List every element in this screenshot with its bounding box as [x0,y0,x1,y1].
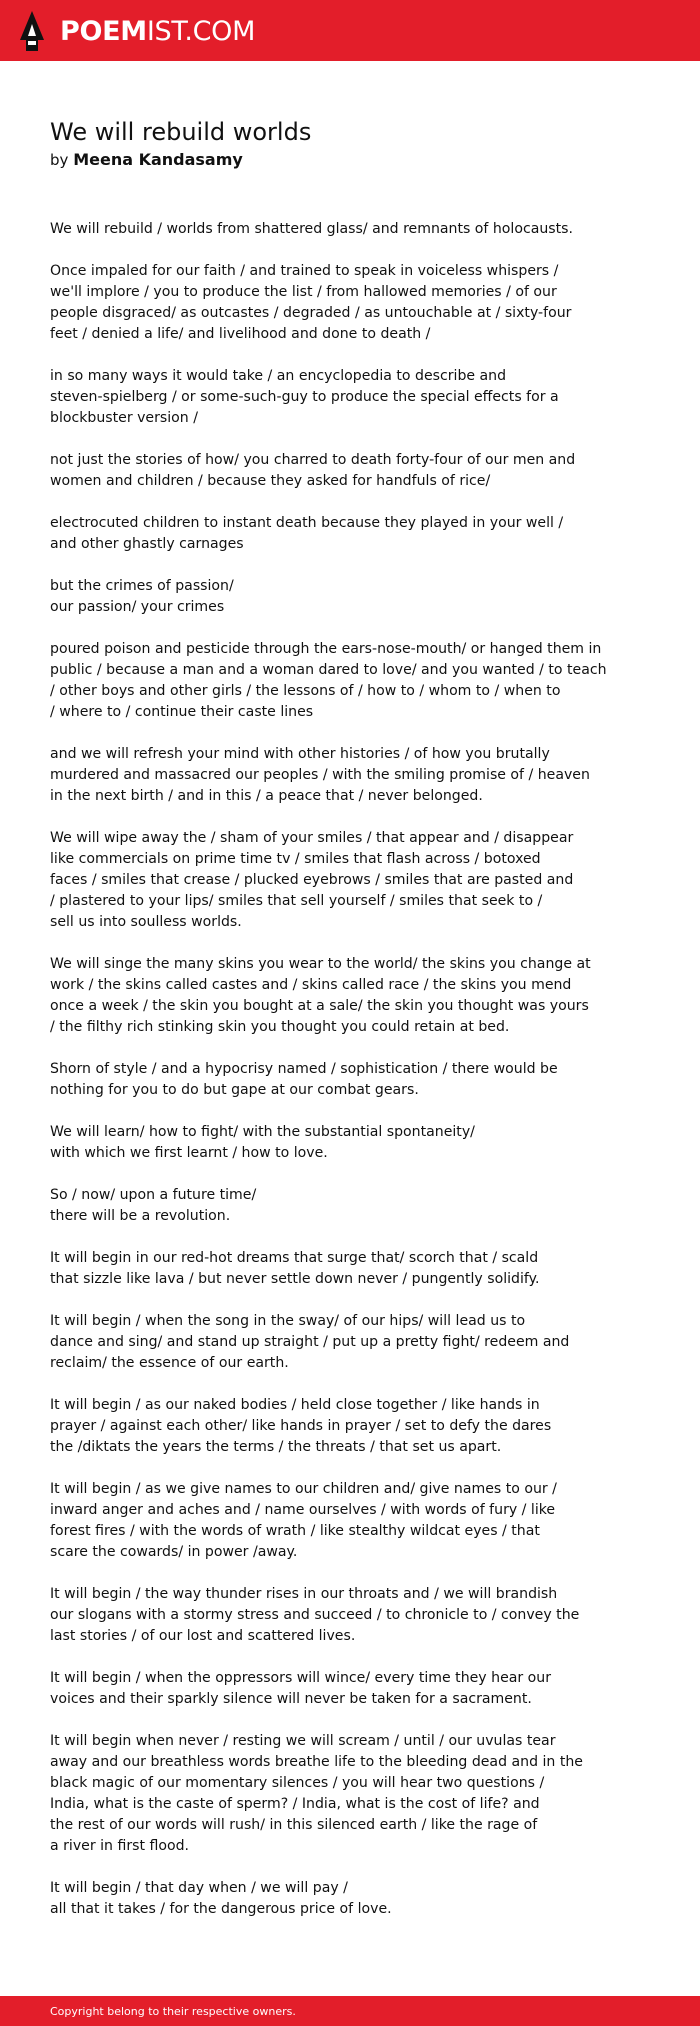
poem-line: So / now/ upon a future time/ [50,1187,257,1203]
logo-light-text: IST.COM [146,15,256,47]
poem-line: dance and sing/ and stand up straight / put up a pretty fight/ redeem and [50,1334,570,1350]
stanza [50,1479,655,1563]
by-label: by [50,151,69,169]
poem-line: / the filthy rich stinking skin you thought you could retain at bed. [50,1019,510,1035]
poem-line: faces / smiles that crease / plucked eyebrows / smiles that are pasted and [50,872,574,888]
stanza [50,1248,655,1290]
poem-line: public / because a man and a woman dared to love/ and you wanted / to teach [50,662,607,678]
poem-line: nothing for you to do but gape at our combat gears. [50,1082,419,1098]
poem-line: We will wipe away the / sham of your smiles / that appear and / disappear [50,830,574,846]
poem-line: and we will refresh your mind with other histories / of how you brutally [50,746,550,762]
stanza [50,219,655,240]
poem-line: once a week / the skin you bought at a sale/ the skin you thought was yours [50,998,589,1014]
poem-line: in the next birth / and in this / a peace that / never belonged. [50,788,483,804]
stanza [50,744,655,807]
poem-line: scare the cowards/ in power /away. [50,1544,298,1560]
stanza [50,1395,655,1458]
copyright-text: Copyright belong to their respective owners. [50,2005,296,2018]
poem-line: India, what is the caste of sperm? / India, what is the cost of life? and [50,1796,540,1812]
poem-line: electrocuted children to instant death because they played in your well / [50,515,564,531]
poem-line: all that it takes / for the dangerous price of love. [50,1901,392,1917]
poem-line: It will begin / when the song in the sway/ of our hips/ will lead us to [50,1313,526,1329]
stanza [50,1185,655,1227]
poem-line: we'll implore / you to produce the list / from hallowed memories / of our [50,284,557,300]
pen-nib-icon [19,10,45,52]
poem-line: but the crimes of passion/ [50,578,234,594]
stanza [50,1878,655,1920]
poem-title: We will rebuild worlds [50,118,312,146]
poem-line: the /diktats the years the terms / the threats / that set us apart. [50,1439,502,1455]
poem-line: It will begin / as we give names to our children and/ give names to our / [50,1481,557,1497]
poem-line: work / the skins called castes and / skins called race / the skins you mend [50,977,572,993]
poem-heading [50,116,650,171]
poem-line: sell us into soulless worlds. [50,914,242,930]
poem-line: It will begin / that day when / we will pay / [50,1880,348,1896]
stanza [50,639,655,723]
poem-line: It will begin when never / resting we will scream / until / our uvulas tear [50,1733,556,1749]
poem-line: It will begin / when the oppressors will wince/ every time they hear our [50,1670,551,1686]
poem-body [50,219,655,1941]
poem-line: / other boys and other girls / the lessons of / how to / whom to / when to [50,683,561,699]
poem-line: It will begin in our red-hot dreams that surge that/ scorch that / scald [50,1250,539,1266]
poem-line: that sizzle like lava / but never settle down never / pungently solidify. [50,1271,540,1287]
stanza [50,1731,655,1857]
poem-line: blockbuster version / [50,410,198,426]
author-name[interactable]: Meena Kandasamy [73,150,243,169]
poem-line: black magic of our momentary silences / you will hear two questions / [50,1775,545,1791]
poem-line: We will singe the many skins you wear to the world/ the skins you change at [50,956,591,972]
stanza [50,261,655,345]
poem-line: a river in first flood. [50,1838,190,1854]
stanza [50,513,655,555]
poem-line: forest fires / with the words of wrath / like stealthy wildcat eyes / that [50,1523,540,1539]
logo-bold-text: POEM [60,15,147,47]
site-logo[interactable] [19,10,255,52]
stanza [50,450,655,492]
poem-line: our passion/ your crimes [50,599,225,615]
stanza [50,828,655,933]
poem-line: the rest of our words will rush/ in this silenced earth / like the rage of [50,1817,538,1833]
stanza [50,1059,655,1101]
poem-line: Once impaled for our faith / and trained to speak in voiceless whispers / [50,263,559,279]
poem-line: like commercials on prime time tv / smiles that flash across / botoxed [50,851,541,867]
poem-line: It will begin / as our naked bodies / held close together / like hands in [50,1397,540,1413]
poem-line: voices and their sparkly silence will never be taken for a sacrament. [50,1691,532,1707]
poem-line: not just the stories of how/ you charred to death forty-four of our men and [50,452,576,468]
byline [50,149,650,171]
poem-line: there will be a revolution. [50,1208,231,1224]
poem-line: away and our breathless words breathe life to the bleeding dead and in the [50,1754,583,1770]
stanza [50,1584,655,1647]
stanza [50,1122,655,1164]
poem-line: / where to / continue their caste lines [50,704,314,720]
poem-line: steven-spielberg / or some-such-guy to produce the special effects for a [50,389,559,405]
poem-line: / plastered to your lips/ smiles that sell yourself / smiles that seek to / [50,893,543,909]
poem-line: We will rebuild / worlds from shattered glass/ and remnants of holocausts. [50,221,573,237]
site-footer [0,1996,700,2026]
stanza [50,576,655,618]
site-logo-text [60,16,255,47]
poem-line: women and children / because they asked for handfuls of rice/ [50,473,491,489]
stanza [50,1311,655,1374]
poem-line: reclaim/ the essence of our earth. [50,1355,289,1371]
poem-line: We will learn/ how to fight/ with the substantial spontaneity/ [50,1124,475,1140]
poem-line: Shorn of style / and a hypocrisy named / sophistication / there would be [50,1061,558,1077]
poem-line: people disgraced/ as outcastes / degraded / as untouchable at / sixty-four [50,305,572,321]
poem-line: with which we first learnt / how to love. [50,1145,328,1161]
poem-line: and other ghastly carnages [50,536,244,552]
poem-line: our slogans with a stormy stress and succeed / to chronicle to / convey the [50,1607,580,1623]
site-header [0,0,700,61]
poem-line: in so many ways it would take / an encyclopedia to describe and [50,368,507,384]
poem-line: It will begin / the way thunder rises in our throats and / we will brandish [50,1586,558,1602]
stanza [50,954,655,1038]
stanza [50,366,655,429]
poem-line: poured poison and pesticide through the ears-nose-mouth/ or hanged them in [50,641,602,657]
poem-line: feet / denied a life/ and livelihood and done to death / [50,326,431,342]
poem-line: inward anger and aches and / name ourselves / with words of fury / like [50,1502,556,1518]
poem-line: murdered and massacred our peoples / with the smiling promise of / heaven [50,767,590,783]
stanza [50,1668,655,1710]
poem-line: last stories / of our lost and scattered lives. [50,1628,356,1644]
poem-line: prayer / against each other/ like hands in prayer / set to defy the dares [50,1418,552,1434]
